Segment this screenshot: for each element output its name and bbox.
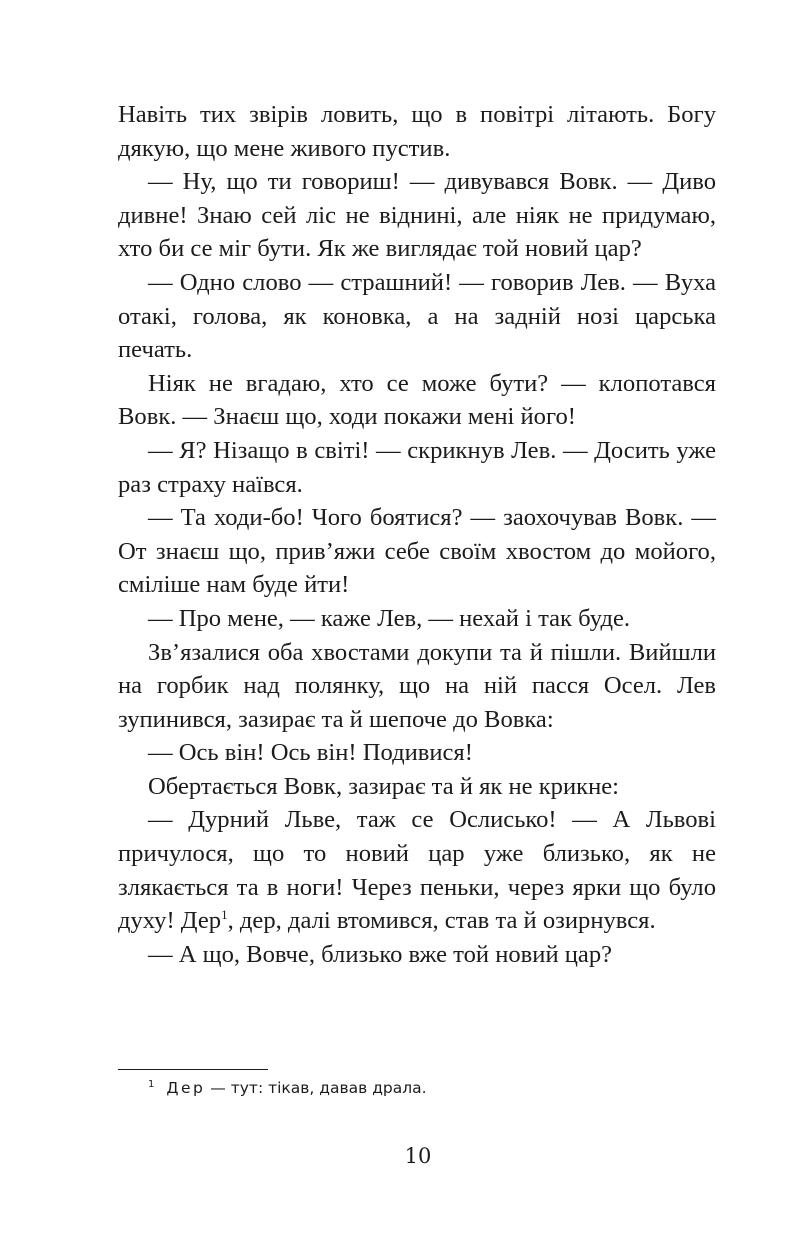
paragraph: — Ось він! Ось він! Подивися!	[148, 739, 473, 767]
footnote	[148, 1076, 708, 1100]
paragraph: — Та ходи-бо! Чого боятися? — заохочував Вовк. — От знаєш що, прив’яжи себе своїм хвостом до мойого, сміліше нам буде йти!	[118, 504, 716, 599]
footnote-text: — тут: тікав, давав драла.	[205, 1079, 427, 1097]
paragraph: Ніяк не вгадаю, хто се може бути? — клопотався Вовк. — Знаєш що, ходи покажи мені його!	[118, 369, 716, 431]
page-number: 10	[404, 1144, 432, 1168]
footnote-divider	[118, 1069, 268, 1070]
paragraph: Навіть тих звірів ловить, що в повітрі літають. Богу дякую, що мене живого пустив.	[118, 101, 716, 162]
paragraph: Зв’язалися оба хвостами докупи та й пішли. Вийшли на горбик над полянку, що на ній пасся Осел. Лев зупинився, зазирає та й шепоче до Вовка:	[118, 638, 716, 733]
paragraph: — Дурний Льве, таж се Ослисько! — А Львові причулося, що то новий цар уже близько, як не злякається та в ноги! Через пеньки, через ярки що було духу! Дер$^1$, дер, далі втомився, став та й озирнувся.	[118, 806, 716, 935]
footnote-reference[interactable]: 1	[221, 907, 228, 923]
paragraph: Обертається Вовк, зазирає та й як не крикне:	[148, 772, 620, 800]
paragraph: — Про мене, — каже Лев, — нехай і так буде.	[148, 604, 631, 632]
paragraph: — Я? Нізащо в світі! — скрикнув Лев. — Досить уже раз страху наївся.	[118, 436, 716, 498]
paragraph: — Ну, що ти говориш! — дивувався Вовк. — Диво дивне! Знаю сей ліс не віднині, але ніяк не придумаю, хто би се міг бути. Як же виглядає той новий цар?	[118, 168, 716, 263]
paragraph: — Одно слово — страшний! — говорив Лев. — Вуха отакі, голова, як коновка, а на задній нозі царська печать.	[118, 268, 716, 364]
paragraph: — А що, Вовче, близько вже той новий цар?	[148, 940, 613, 968]
footnote-mark: 1	[148, 1079, 155, 1090]
body-text	[118, 98, 716, 971]
footnote-term: Дер	[166, 1079, 206, 1097]
